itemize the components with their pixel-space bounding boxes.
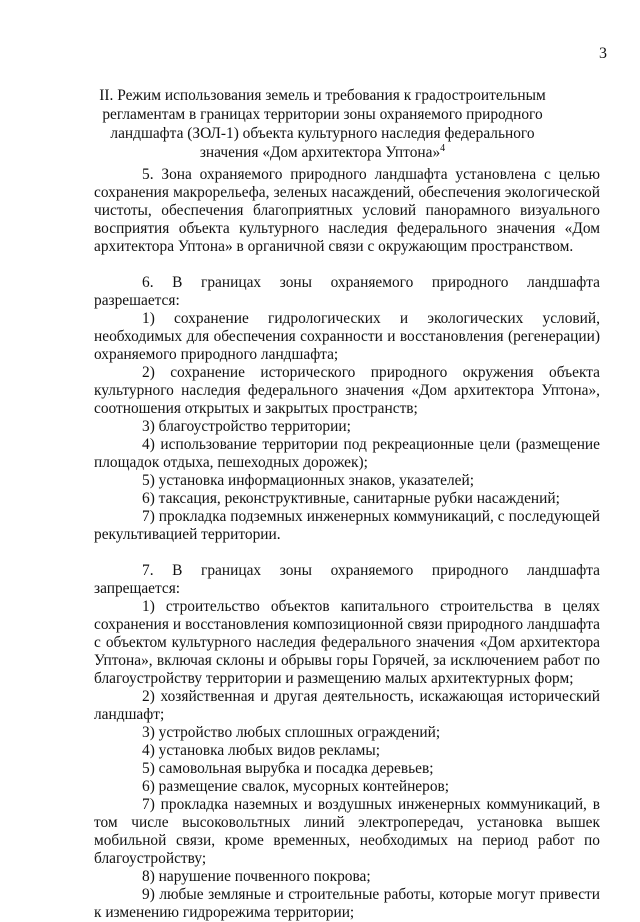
list-item: 5) установка информационных знаков, указателей; xyxy=(142,472,475,489)
list-item: 3) благоустройство территории; xyxy=(142,418,351,435)
list-item: 2) хозяйственная и другая деятельность, искажающая исторический ландшафт; xyxy=(94,688,600,723)
list-item: 2) сохранение исторического природного окружения объекта культурного наследия федерального значения «Дом архитектора Уптона», соотношения открытых и закрытых пространств; xyxy=(94,364,600,417)
document-body xyxy=(94,166,600,922)
list-item: 6) размещение свалок, мусорных контейнеров; xyxy=(142,778,450,795)
list-item: 1) сохранение гидрологических и экологических условий, необходимых для обеспечения сохранности и восстановления (регенерации) охраняемого природного ландшафта; xyxy=(94,310,600,363)
section-heading-text: II. Режим использования земель и требования к градостроительным регламентам в границах территории зоны охраняемого природного ландшафта (ЗОЛ-1) объекта культурного наследия федерального значения «Дом архитектора Уптона» xyxy=(99,87,546,161)
list-item: 7) прокладка наземных и воздушных инженерных коммуникаций, в том числе высоковольтных линий электропередач, установка вышек мобильной связи, кроме временных, необходимых на период работ по благоустройству; xyxy=(94,796,600,867)
paragraph-5: 5. Зона охраняемого природного ландшафта установлена с целью сохранения макрорельефа, зеленых насаждений, обеспечения экологической чистоты, обеспечения благоприятных условий панорамного визуального восприятия объекта культурного наследия федерального значения «Дом архитектора Уптона» в органичной связи с окружающим пространством. xyxy=(94,166,600,255)
list-item: 7) прокладка подземных инженерных коммуникаций, с последующей рекультивацией территории. xyxy=(94,508,600,543)
list-item: 8) нарушение почвенного покрова; xyxy=(142,868,371,885)
list-item: 4) использование территории под рекреационные цели (размещение площадок отдыха, пешеходных дорожек); xyxy=(94,436,600,471)
list-item: 5) самовольная вырубка и посадка деревьев; xyxy=(142,760,434,777)
list-item: 6) таксация, реконструктивные, санитарные рубки насаждений; xyxy=(142,490,560,507)
paragraph-6-intro: 6. В границах зоны охраняемого природного ландшафта разрешается: xyxy=(94,274,600,309)
paragraph-spacer xyxy=(94,544,600,562)
list-item: 4) установка любых видов рекламы; xyxy=(142,742,380,759)
section-heading xyxy=(95,86,550,162)
paragraph-spacer xyxy=(94,256,600,274)
footnote-reference: 4 xyxy=(440,142,446,154)
paragraph-7-intro: 7. В границах зоны охраняемого природного ландшафта запрещается: xyxy=(94,562,600,597)
list-item: 9) любые земляные и строительные работы, которые могут привести к изменению гидрорежима территории; xyxy=(94,886,600,921)
page-number: 3 xyxy=(599,45,607,62)
list-item: 3) устройство любых сплошных ограждений; xyxy=(142,724,441,741)
list-item: 1) строительство объектов капитального строительства в целях сохранения и восстановления композиционной связи природного ландшафта с объектом культурного наследия федерального значения «Дом архитектора Уптона», включая склоны и обрывы горы Горячей, за исключением работ по благоустройству территории и размещению малых архитектурных форм; xyxy=(94,598,600,687)
